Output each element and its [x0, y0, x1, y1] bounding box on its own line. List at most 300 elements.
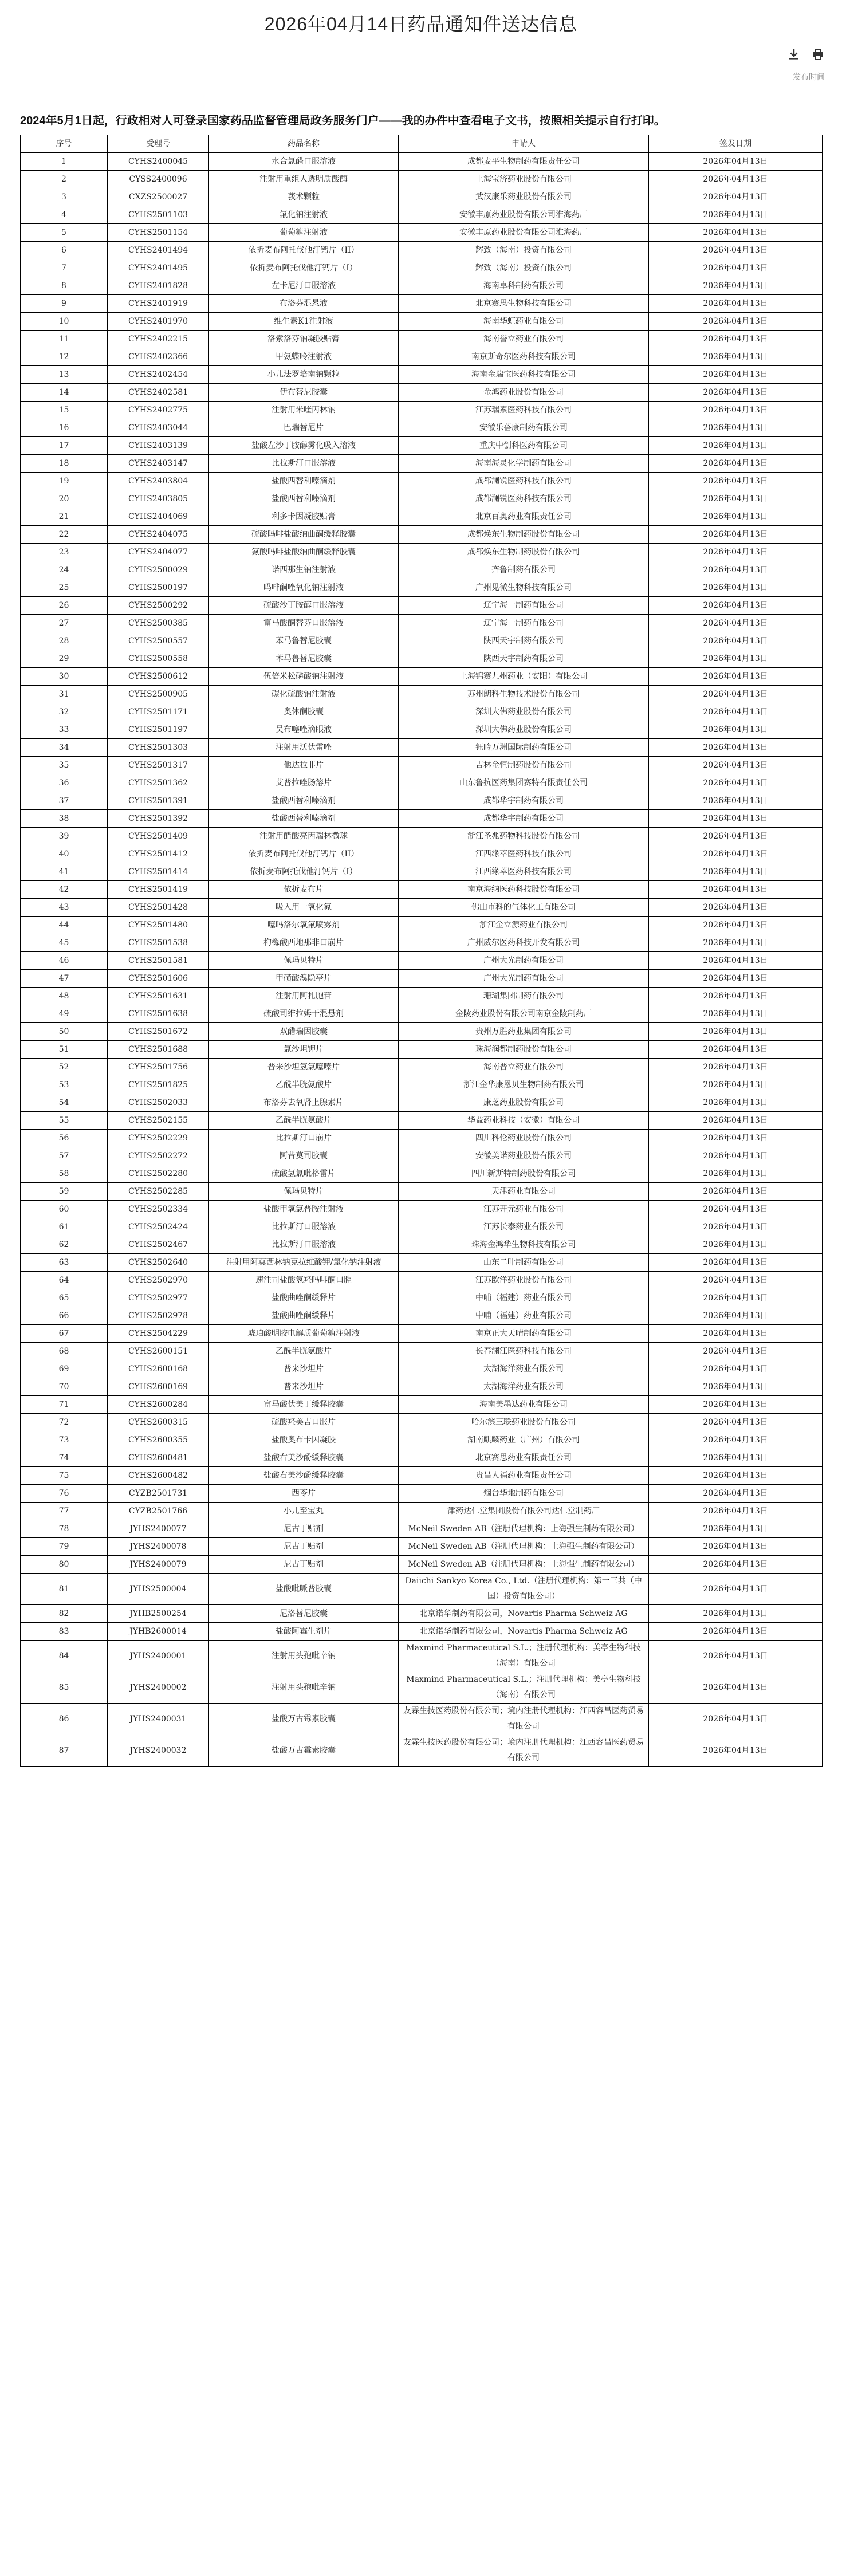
cell-drug-name: 乙酰半胱氨酸片	[209, 1112, 399, 1130]
cell-seq: 83	[21, 1623, 108, 1641]
table-row	[21, 1503, 823, 1520]
cell-drug-name: 盐酸奥布卡因凝胶	[209, 1431, 399, 1449]
cell-acceptance-no: CYHS2500197	[108, 579, 209, 597]
cell-applicant: Maxmind Pharmaceutical S.L.；注册代理机构：美亭生物科技（海南）有限公司	[399, 1672, 649, 1704]
table-row	[21, 1467, 823, 1485]
cell-issue-date: 2026年04月13日	[649, 508, 823, 526]
cell-applicant: 成都澜锐医药科技有限公司	[399, 490, 649, 508]
table-row	[21, 615, 823, 632]
table-row	[21, 1289, 823, 1307]
cell-issue-date: 2026年04月13日	[649, 277, 823, 295]
cell-drug-name: 富马酸酮替芬口服溶液	[209, 615, 399, 632]
cell-acceptance-no: CYHS2600169	[108, 1378, 209, 1396]
cell-applicant: 江苏欧洋药业股份有限公司	[399, 1272, 649, 1289]
cell-drug-name: 伊布替尼胶囊	[209, 384, 399, 402]
cell-applicant: 成都澜锐医药科技有限公司	[399, 473, 649, 490]
cell-applicant: 海南华虹药业有限公司	[399, 313, 649, 331]
cell-applicant: 成都华宇制药有限公司	[399, 810, 649, 828]
cell-acceptance-no: CYHS2404077	[108, 544, 209, 561]
cell-applicant: 山东鲁抗医药集团赛特有限责任公司	[399, 774, 649, 792]
cell-issue-date: 2026年04月13日	[649, 1641, 823, 1672]
cell-issue-date: 2026年04月13日	[649, 1325, 823, 1343]
cell-seq: 1	[21, 153, 108, 171]
cell-applicant: 深圳大佛药业股份有限公司	[399, 703, 649, 721]
table-row	[21, 455, 823, 473]
table-row	[21, 650, 823, 668]
cell-seq: 27	[21, 615, 108, 632]
cell-acceptance-no: CYHS2502272	[108, 1147, 209, 1165]
cell-issue-date: 2026年04月13日	[649, 490, 823, 508]
cell-drug-name: 盐酸甲氧氯普胺注射液	[209, 1201, 399, 1218]
cell-drug-name: 盐酸曲唑酮缓释片	[209, 1289, 399, 1307]
cell-drug-name: 枸橼酸西地那非口崩片	[209, 934, 399, 952]
cell-acceptance-no: JYHS2400002	[108, 1672, 209, 1704]
cell-drug-name: 氯沙坦钾片	[209, 1041, 399, 1059]
cell-drug-name: 盐酸万古霉素胶囊	[209, 1735, 399, 1767]
table-row	[21, 845, 823, 863]
cell-issue-date: 2026年04月13日	[649, 703, 823, 721]
table-row	[21, 419, 823, 437]
table-row	[21, 1272, 823, 1289]
cell-acceptance-no: CYHS2502229	[108, 1130, 209, 1147]
cell-seq: 87	[21, 1735, 108, 1767]
cell-issue-date: 2026年04月13日	[649, 952, 823, 970]
cell-seq: 11	[21, 331, 108, 348]
cell-acceptance-no: JYHS2500004	[108, 1574, 209, 1605]
cell-issue-date: 2026年04月13日	[649, 828, 823, 845]
cell-applicant: 哈尔滨三联药业股份有限公司	[399, 1414, 649, 1431]
table-row	[21, 544, 823, 561]
cell-seq: 62	[21, 1236, 108, 1254]
cell-drug-name: 苯马鲁替尼胶囊	[209, 650, 399, 668]
cell-applicant: 齐鲁制药有限公司	[399, 561, 649, 579]
cell-seq: 49	[21, 1005, 108, 1023]
cell-acceptance-no: CYHS2501303	[108, 739, 209, 757]
cell-issue-date: 2026年04月13日	[649, 934, 823, 952]
cell-acceptance-no: CYHS2500029	[108, 561, 209, 579]
cell-acceptance-no: CYHS2501428	[108, 899, 209, 917]
table-row	[21, 171, 823, 188]
cell-acceptance-no: CYHS2501391	[108, 792, 209, 810]
cell-seq: 31	[21, 686, 108, 703]
cell-acceptance-no: CYHS2403139	[108, 437, 209, 455]
cell-drug-name: 盐酸阿霉生剂片	[209, 1623, 399, 1641]
table-row	[21, 1147, 823, 1165]
cell-seq: 17	[21, 437, 108, 455]
cell-applicant: 北京诺华制药有限公司，Novartis Pharma Schweiz AG	[399, 1623, 649, 1641]
cell-acceptance-no: CYZB2501731	[108, 1485, 209, 1503]
table-row	[21, 1449, 823, 1467]
table-row	[21, 473, 823, 490]
cell-drug-name: 注射用阿扎胞苷	[209, 988, 399, 1005]
cell-drug-name: 盐酸西替利嗪滴剂	[209, 792, 399, 810]
cell-applicant: 友霖生技医药股份有限公司；境内注册代理机构：江西容昌医药贸易有限公司	[399, 1735, 649, 1767]
page-actions	[773, 46, 825, 82]
download-icon[interactable]	[787, 48, 801, 61]
cell-issue-date: 2026年04月13日	[649, 224, 823, 242]
table-row	[21, 970, 823, 988]
cell-acceptance-no: CYHS2402366	[108, 348, 209, 366]
table-row	[21, 384, 823, 402]
cell-issue-date: 2026年04月13日	[649, 544, 823, 561]
cell-acceptance-no: CYHS2502467	[108, 1236, 209, 1254]
cell-issue-date: 2026年04月13日	[649, 402, 823, 419]
cell-issue-date: 2026年04月13日	[649, 792, 823, 810]
cell-applicant: 海南誉立药业有限公司	[399, 331, 649, 348]
cell-issue-date: 2026年04月13日	[649, 1431, 823, 1449]
header-drug-name: 药品名称	[209, 135, 399, 153]
cell-seq: 57	[21, 1147, 108, 1165]
action-icons	[773, 46, 825, 63]
cell-acceptance-no: CYHS2502978	[108, 1307, 209, 1325]
cell-acceptance-no: CYHS2402775	[108, 402, 209, 419]
cell-applicant: 江西缘萃医药科技有限公司	[399, 863, 649, 881]
table-row	[21, 402, 823, 419]
cell-seq: 56	[21, 1130, 108, 1147]
cell-acceptance-no: JYHS2400001	[108, 1641, 209, 1672]
table-row	[21, 828, 823, 845]
cell-drug-name: 注射用阿莫西林钠克拉维酸钾/氯化钠注射液	[209, 1254, 399, 1272]
cell-applicant: 南京正大天晴制药有限公司	[399, 1325, 649, 1343]
cell-issue-date: 2026年04月13日	[649, 1467, 823, 1485]
cell-seq: 41	[21, 863, 108, 881]
cell-issue-date: 2026年04月13日	[649, 561, 823, 579]
cell-drug-name: 普来沙坦片	[209, 1378, 399, 1396]
cell-issue-date: 2026年04月13日	[649, 331, 823, 348]
cell-issue-date: 2026年04月13日	[649, 1076, 823, 1094]
cell-seq: 54	[21, 1094, 108, 1112]
cell-seq: 15	[21, 402, 108, 419]
table-row	[21, 242, 823, 259]
cell-drug-name: 伍倍米松磷酸钠注射液	[209, 668, 399, 686]
cell-drug-name: 维生素K1注射液	[209, 313, 399, 331]
cell-drug-name: 奥体酮胶囊	[209, 703, 399, 721]
cell-acceptance-no: CYHS2501825	[108, 1076, 209, 1094]
table-row	[21, 1623, 823, 1641]
cell-applicant: 南京斯奇尔医药科技有限公司	[399, 348, 649, 366]
cell-acceptance-no: CYHS2401970	[108, 313, 209, 331]
cell-issue-date: 2026年04月13日	[649, 988, 823, 1005]
cell-seq: 26	[21, 597, 108, 615]
cell-drug-name: 氨酸吗啡盐酸纳曲酮缓释胶囊	[209, 544, 399, 561]
cell-acceptance-no: CYHS2402454	[108, 366, 209, 384]
cell-issue-date: 2026年04月13日	[649, 1112, 823, 1130]
cell-seq: 9	[21, 295, 108, 313]
cell-seq: 80	[21, 1556, 108, 1574]
cell-drug-name: 注射用醋酸亮丙瑞林微球	[209, 828, 399, 845]
cell-applicant: 珠海润都制药股份有限公司	[399, 1041, 649, 1059]
cell-drug-name: 硫酸沙丁胺醇口服溶液	[209, 597, 399, 615]
cell-issue-date: 2026年04月13日	[649, 1094, 823, 1112]
cell-issue-date: 2026年04月13日	[649, 188, 823, 206]
cell-issue-date: 2026年04月13日	[649, 384, 823, 402]
cell-issue-date: 2026年04月13日	[649, 526, 823, 544]
table-row	[21, 295, 823, 313]
cell-applicant: 海南卓科制药有限公司	[399, 277, 649, 295]
cell-applicant: 成都焕东生物制药股份有限公司	[399, 526, 649, 544]
cell-issue-date: 2026年04月13日	[649, 1005, 823, 1023]
table-header-row	[21, 135, 823, 153]
cell-seq: 64	[21, 1272, 108, 1289]
cell-applicant: 安徽美诺药业股份有限公司	[399, 1147, 649, 1165]
table-row	[21, 508, 823, 526]
table-row	[21, 1556, 823, 1574]
cell-drug-name: 盐酸吡哌普胶囊	[209, 1574, 399, 1605]
cell-applicant: 太湖海洋药业有限公司	[399, 1378, 649, 1396]
cell-drug-name: 吗啡酮唑氧化钠注射液	[209, 579, 399, 597]
cell-drug-name: 碳化硫酸钠注射液	[209, 686, 399, 703]
cell-drug-name: 水合氯醛口服溶液	[209, 153, 399, 171]
table-row	[21, 934, 823, 952]
cell-issue-date: 2026年04月13日	[649, 295, 823, 313]
cell-acceptance-no: CYHS2403805	[108, 490, 209, 508]
table-row	[21, 1005, 823, 1023]
cell-acceptance-no: JYHS2400078	[108, 1538, 209, 1556]
table-row	[21, 757, 823, 774]
cell-acceptance-no: CYHS2504229	[108, 1325, 209, 1343]
table-row	[21, 1641, 823, 1672]
cell-seq: 82	[21, 1605, 108, 1623]
table-row	[21, 1183, 823, 1201]
cell-acceptance-no: JYHB2500254	[108, 1605, 209, 1623]
cell-acceptance-no: CYHS2501756	[108, 1059, 209, 1076]
cell-applicant: 湖南麒麟药业（广州）有限公司	[399, 1431, 649, 1449]
cell-seq: 52	[21, 1059, 108, 1076]
cell-issue-date: 2026年04月13日	[649, 579, 823, 597]
cell-issue-date: 2026年04月13日	[649, 1165, 823, 1183]
cell-acceptance-no: CYHS2500385	[108, 615, 209, 632]
cell-applicant: 四川新斯特制药股份有限公司	[399, 1165, 649, 1183]
cell-drug-name: 注射用沃伏雷唑	[209, 739, 399, 757]
cell-acceptance-no: CYHS2501392	[108, 810, 209, 828]
table-row	[21, 721, 823, 739]
cell-applicant: 安徽乐蓓康制药有限公司	[399, 419, 649, 437]
cell-drug-name: 盐酸万古霉素胶囊	[209, 1704, 399, 1735]
cell-seq: 78	[21, 1520, 108, 1538]
cell-issue-date: 2026年04月13日	[649, 845, 823, 863]
table-row	[21, 632, 823, 650]
cell-drug-name: 西苓片	[209, 1485, 399, 1503]
table-row	[21, 1325, 823, 1343]
cell-acceptance-no: CYHS2501480	[108, 917, 209, 934]
cell-acceptance-no: CYSS2400096	[108, 171, 209, 188]
cell-acceptance-no: CYHS2402215	[108, 331, 209, 348]
cell-seq: 77	[21, 1503, 108, 1520]
header-seq: 序号	[21, 135, 108, 153]
cell-seq: 38	[21, 810, 108, 828]
cell-applicant: 华益药业科技（安徽）有限公司	[399, 1112, 649, 1130]
cell-acceptance-no: CYHS2401919	[108, 295, 209, 313]
cell-acceptance-no: CYHS2600151	[108, 1343, 209, 1360]
cell-issue-date: 2026年04月13日	[649, 1574, 823, 1605]
cell-seq: 4	[21, 206, 108, 224]
table-row	[21, 1023, 823, 1041]
table-row	[21, 224, 823, 242]
cell-issue-date: 2026年04月13日	[649, 650, 823, 668]
cell-issue-date: 2026年04月13日	[649, 721, 823, 739]
cell-issue-date: 2026年04月13日	[649, 1735, 823, 1767]
table-row	[21, 1360, 823, 1378]
cell-acceptance-no: CYHS2501638	[108, 1005, 209, 1023]
cell-acceptance-no: JYHS2400031	[108, 1704, 209, 1735]
table-row	[21, 1112, 823, 1130]
cell-acceptance-no: CYHS2501606	[108, 970, 209, 988]
table-row	[21, 1165, 823, 1183]
cell-drug-name: 巴瑞替尼片	[209, 419, 399, 437]
cell-issue-date: 2026年04月13日	[649, 632, 823, 650]
cell-issue-date: 2026年04月13日	[649, 313, 823, 331]
cell-acceptance-no: CYHS2600481	[108, 1449, 209, 1467]
cell-seq: 16	[21, 419, 108, 437]
table-row	[21, 792, 823, 810]
cell-drug-name: 依折麦布阿托伐他汀钙片（I）	[209, 863, 399, 881]
cell-acceptance-no: CYHS2502155	[108, 1112, 209, 1130]
cell-applicant: 苏州朗科生物技术股份有限公司	[399, 686, 649, 703]
cell-drug-name: 诺西那生钠注射液	[209, 561, 399, 579]
cell-acceptance-no: CYHS2500558	[108, 650, 209, 668]
cell-issue-date: 2026年04月13日	[649, 1378, 823, 1396]
header-applicant: 申请人	[399, 135, 649, 153]
cell-issue-date: 2026年04月13日	[649, 1503, 823, 1520]
cell-applicant: 长春澜江医药科技有限公司	[399, 1343, 649, 1360]
cell-drug-name: 吸入用一氧化氮	[209, 899, 399, 917]
cell-issue-date: 2026年04月13日	[649, 259, 823, 277]
table-row	[21, 206, 823, 224]
cell-issue-date: 2026年04月13日	[649, 1704, 823, 1735]
cell-applicant: 海南海灵化学制药有限公司	[399, 455, 649, 473]
cell-seq: 32	[21, 703, 108, 721]
cell-seq: 12	[21, 348, 108, 366]
cell-issue-date: 2026年04月13日	[649, 1059, 823, 1076]
cell-drug-name: 莪术颗粒	[209, 188, 399, 206]
cell-issue-date: 2026年04月13日	[649, 597, 823, 615]
print-icon[interactable]	[811, 48, 825, 61]
cell-drug-name: 尼古丁贴剂	[209, 1538, 399, 1556]
cell-drug-name: 比拉斯汀口崩片	[209, 1130, 399, 1147]
publish-date-label[interactable]: 发布时间	[793, 72, 825, 81]
cell-drug-name: 依折麦布阿托伐他汀钙片（II）	[209, 845, 399, 863]
cell-drug-name: 比拉斯汀口服溶液	[209, 1218, 399, 1236]
cell-applicant: 广州大光制药有限公司	[399, 952, 649, 970]
cell-applicant: 重庆中创科医药有限公司	[399, 437, 649, 455]
cell-seq: 2	[21, 171, 108, 188]
table-row	[21, 899, 823, 917]
table-body	[21, 153, 823, 1767]
cell-seq: 72	[21, 1414, 108, 1431]
cell-seq: 53	[21, 1076, 108, 1094]
cell-issue-date: 2026年04月13日	[649, 899, 823, 917]
cell-seq: 29	[21, 650, 108, 668]
cell-drug-name: 硫酸羟美吉口服片	[209, 1414, 399, 1431]
cell-applicant: 津药达仁堂集团股份有限公司达仁堂制药厂	[399, 1503, 649, 1520]
cell-applicant: 康芝药业股份有限公司	[399, 1094, 649, 1112]
cell-issue-date: 2026年04月13日	[649, 774, 823, 792]
cell-issue-date: 2026年04月13日	[649, 1396, 823, 1414]
table-row	[21, 668, 823, 686]
cell-applicant: 山东二叶制药有限公司	[399, 1254, 649, 1272]
cell-seq: 43	[21, 899, 108, 917]
cell-seq: 24	[21, 561, 108, 579]
cell-acceptance-no: CYHS2600284	[108, 1396, 209, 1414]
cell-issue-date: 2026年04月13日	[649, 1289, 823, 1307]
cell-drug-name: 葡萄糖注射液	[209, 224, 399, 242]
table-row	[21, 686, 823, 703]
table-row	[21, 1041, 823, 1059]
cell-seq: 47	[21, 970, 108, 988]
cell-seq: 5	[21, 224, 108, 242]
cell-acceptance-no: CYHS2401494	[108, 242, 209, 259]
cell-issue-date: 2026年04月13日	[649, 455, 823, 473]
cell-seq: 19	[21, 473, 108, 490]
cell-issue-date: 2026年04月13日	[649, 757, 823, 774]
cell-applicant: McNeil Sweden AB（注册代理机构：上海强生制药有限公司）	[399, 1556, 649, 1574]
cell-drug-name: 小儿法罗培南钠颗粒	[209, 366, 399, 384]
cell-drug-name: 布洛芬去氧肾上腺素片	[209, 1094, 399, 1112]
cell-drug-name: 甲磺酸溴隐亭片	[209, 970, 399, 988]
table-row	[21, 1414, 823, 1431]
cell-seq: 35	[21, 757, 108, 774]
table-row	[21, 1574, 823, 1605]
cell-issue-date: 2026年04月13日	[649, 1485, 823, 1503]
table-row	[21, 1076, 823, 1094]
cell-applicant: 安徽丰原药业股份有限公司淮海药厂	[399, 206, 649, 224]
cell-acceptance-no: CYHS2403147	[108, 455, 209, 473]
cell-issue-date: 2026年04月13日	[649, 473, 823, 490]
cell-drug-name: 尼古丁贴剂	[209, 1520, 399, 1538]
cell-issue-date: 2026年04月13日	[649, 1307, 823, 1325]
cell-drug-name: 依折麦布阿托伐他汀钙片（II）	[209, 242, 399, 259]
cell-drug-name: 乙酰半胱氨酸片	[209, 1343, 399, 1360]
cell-seq: 3	[21, 188, 108, 206]
cell-applicant: 浙江金立源药业有限公司	[399, 917, 649, 934]
cell-seq: 66	[21, 1307, 108, 1325]
cell-drug-name: 比拉斯汀口服溶液	[209, 455, 399, 473]
cell-issue-date: 2026年04月13日	[649, 348, 823, 366]
cell-issue-date: 2026年04月13日	[649, 1520, 823, 1538]
cell-acceptance-no: CYHS2600482	[108, 1467, 209, 1485]
cell-issue-date: 2026年04月13日	[649, 1147, 823, 1165]
cell-seq: 65	[21, 1289, 108, 1307]
cell-seq: 6	[21, 242, 108, 259]
table-row	[21, 739, 823, 757]
cell-applicant: 上海锦赛九州药业（安阳）有限公司	[399, 668, 649, 686]
cell-issue-date: 2026年04月13日	[649, 366, 823, 384]
cell-drug-name: 富马酸伏美丁缓释胶囊	[209, 1396, 399, 1414]
cell-acceptance-no: CYHS2502033	[108, 1094, 209, 1112]
cell-seq: 39	[21, 828, 108, 845]
table-row	[21, 1236, 823, 1254]
cell-seq: 85	[21, 1672, 108, 1704]
cell-drug-name: 硫酸吗啡盐酸纳曲酮缓释胶囊	[209, 526, 399, 544]
cell-acceptance-no: CYHS2500612	[108, 668, 209, 686]
cell-acceptance-no: CYHS2403044	[108, 419, 209, 437]
cell-applicant: 金鸿药业股份有限公司	[399, 384, 649, 402]
cell-drug-name: 佩玛贝特片	[209, 952, 399, 970]
cell-seq: 42	[21, 881, 108, 899]
cell-applicant: 四川科伦药业股份有限公司	[399, 1130, 649, 1147]
cell-seq: 75	[21, 1467, 108, 1485]
table-row	[21, 579, 823, 597]
cell-acceptance-no: CYHS2501581	[108, 952, 209, 970]
cell-drug-name: 尼洛替尼胶囊	[209, 1605, 399, 1623]
cell-acceptance-no: CYHS2501419	[108, 881, 209, 899]
cell-seq: 45	[21, 934, 108, 952]
cell-applicant: 太湖海洋药业有限公司	[399, 1360, 649, 1378]
cell-applicant: 吉林金恒制药股份有限公司	[399, 757, 649, 774]
table-row	[21, 1201, 823, 1218]
cell-acceptance-no: CYHS2501538	[108, 934, 209, 952]
cell-issue-date: 2026年04月13日	[649, 171, 823, 188]
